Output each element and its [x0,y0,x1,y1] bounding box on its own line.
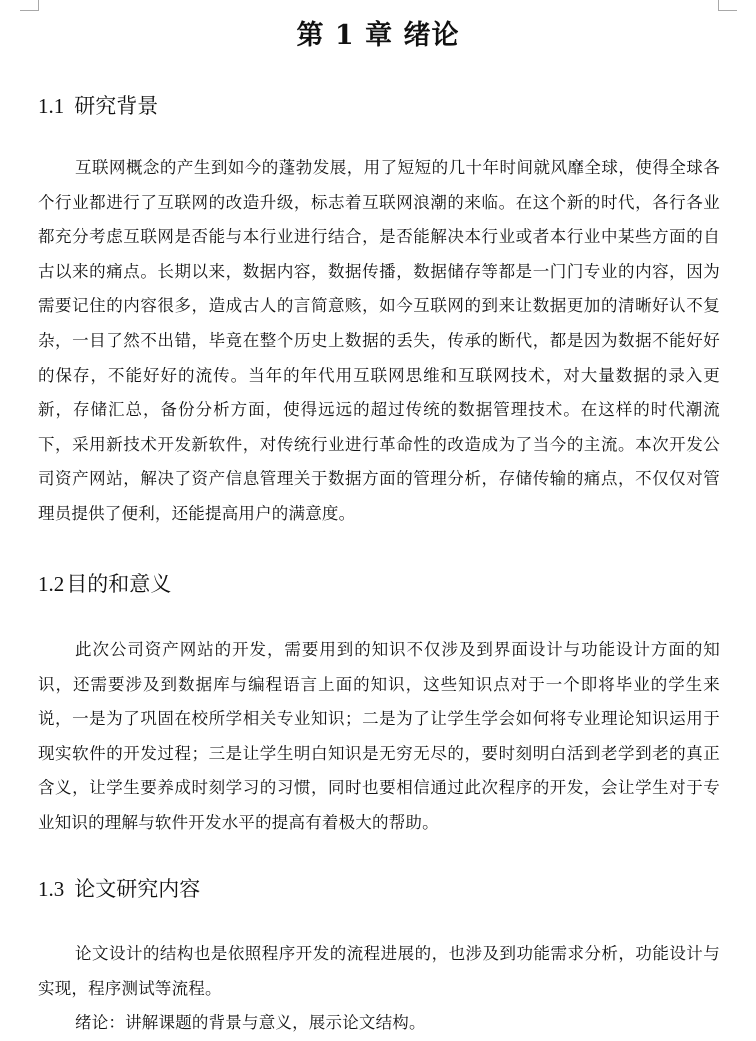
section-paragraph-1-3-next: 绪论：讲解课题的背景与意义，展示论文结构。 [75,1013,426,1032]
section-number: 1.1 [38,94,65,118]
section-number: 1.2 [38,572,65,596]
section-paragraph-1-3: 论文设计的结构也是依照程序开发的流程进展的，也涉及到功能需求分析，功能设计与实现，程序测试等流程。 [38,944,720,998]
section-title: 研究背景 [74,94,159,118]
section-heading-1-3 [38,874,718,904]
section-paragraph-1-2: 此次公司资产网站的开发，需要用到的知识不仅涉及到界面设计与功能设计方面的知识，还需要涉及到数据库与编程语言上面的知识，这些知识点对于一个即将毕业的学生来说，一是为了巩固在校所学相关专业知识；二是为了让学生学会如何将专业理论知识运用于现实软件的开发过程；三是让学生明白知识是无穷无尽的，要时刻明白活到老学到老的真正含义，让学生要养成时刻学习的习惯，同时也要相信通过此次程序的开发，会让学生对于专业知识的理解与软件开发水平的提高有着极大的帮助。 [38,640,720,832]
section-paragraph-1-1: 互联网概念的产生到如今的蓬勃发展，用了短短的几十年时间就风靡全球，使得全球各个行业都进行了互联网的改造升级，标志着互联网浪潮的来临。在这个新的时代，各行各业都充分考虑互联网是否能与本行业进行结合，是否能解决本行业或者本行业中某些方面的自古以来的痛点。长期以来，数据内容，数据传播，数据储存等都是一门门专业的内容，因为需要记住的内容很多，造成古人的言简意赅，如今互联网的到来让数据更加的清晰好认不复杂，一目了然不出错，毕竟在整个历史上数据的丢失，传承的断代，都是因为数据不能好好的保存，不能好好的流传。当年的年代用互联网思维和互联网技术，对大量数据的录入更新，存储汇总，备份分析方面，使得远远的超过传统的数据管理技术。在这样的时代潮流下，采用新技术开发新软件，对传统行业进行革命性的改造成为了当今的主流。本次开发公司资产网站，解决了资产信息管理关于数据方面的管理分析，存储传输的痛点，不仅仅对管理员提供了便利，还能提高用户的满意度。 [38,158,720,523]
section-number: 1.3 [38,877,65,901]
section-title: 论文研究内容 [74,877,201,901]
crop-mark-top-right [718,0,737,11]
crop-mark-top-left [20,0,39,11]
chapter-title: 第 1 章 绪论 [296,20,460,51]
section-title: 目的和意义 [66,572,172,596]
section-heading-1-2 [38,569,718,599]
section-heading-1-1 [38,91,718,121]
